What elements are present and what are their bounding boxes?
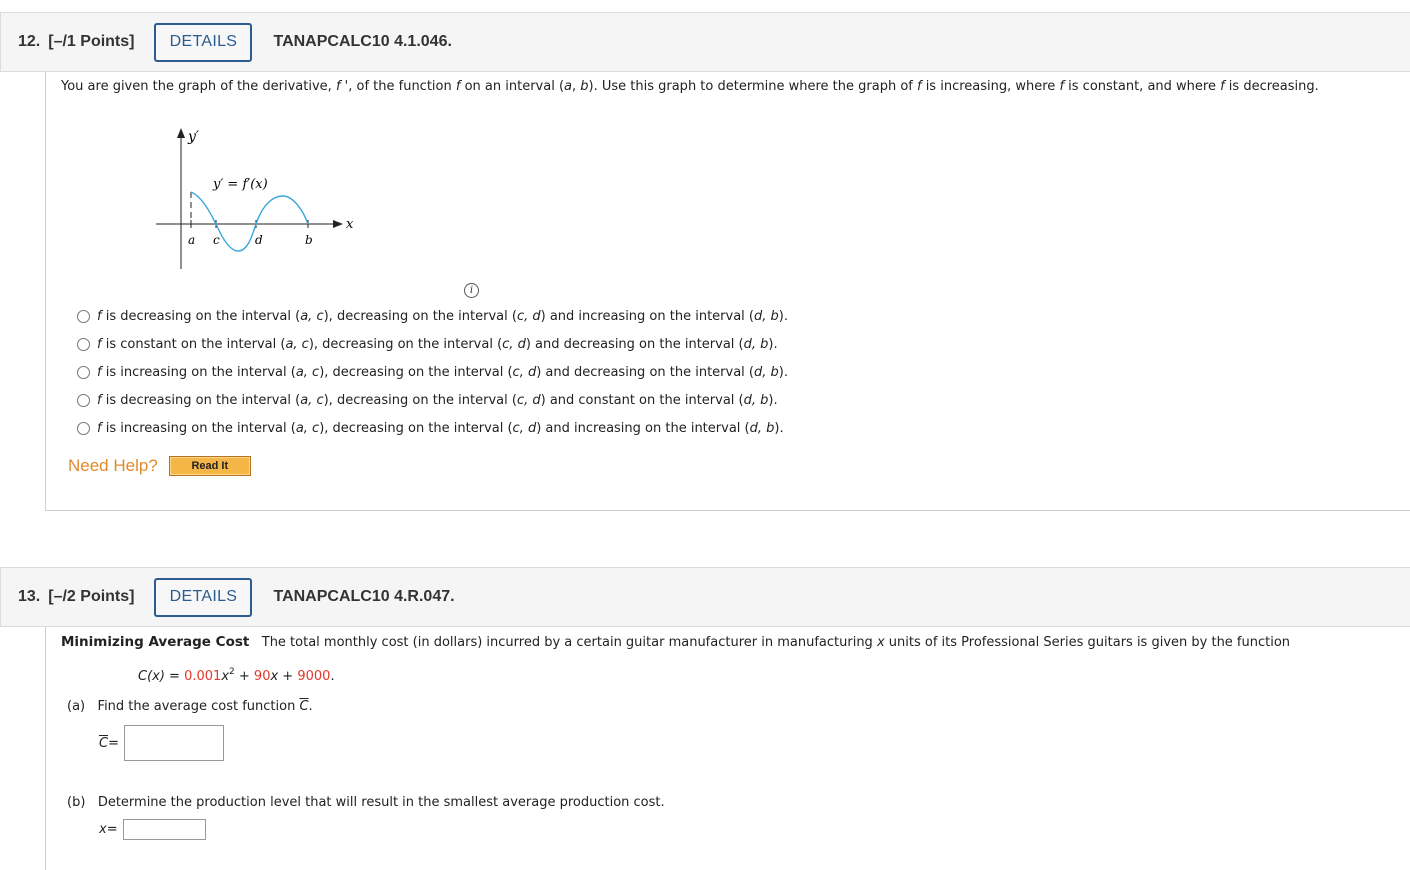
part-a-end: .	[308, 699, 313, 714]
prompt-x: x	[876, 635, 885, 650]
prompt-a: a	[564, 79, 572, 94]
option-3[interactable]	[77, 358, 788, 386]
tick-label-a: a	[188, 233, 196, 247]
c-bar-symbol: $\overline{C}$	[299, 699, 309, 714]
prompt-fprime: f '	[335, 79, 349, 94]
production-level-input[interactable]	[123, 819, 206, 840]
question-code: TANAPCALC10 4.R.047.	[273, 588, 455, 605]
prompt-text: The total monthly cost (in dollars) incurred by a certain guitar manufacturer in manufacturing	[261, 635, 877, 650]
curve-label: y′ = f′(x)	[213, 177, 268, 192]
average-cost-input[interactable]	[124, 725, 224, 761]
radio-button[interactable]	[77, 310, 90, 323]
question-number: 13.	[18, 588, 41, 605]
part-b-text: Determine the production level that will result in the smallest average production cost.	[97, 795, 665, 810]
equals-sign: =	[106, 822, 118, 837]
option-2[interactable]	[77, 330, 788, 358]
tick-label-c: c	[213, 233, 220, 247]
prompt-f: f	[1220, 79, 1225, 94]
need-help-label: Need Help?	[68, 456, 158, 475]
prompt-b: b	[580, 79, 589, 94]
radio-button[interactable]	[77, 394, 90, 407]
y-axis-label: y′	[188, 129, 200, 145]
info-icon[interactable]: i	[464, 283, 479, 298]
prompt-text: is constant, and where	[1064, 79, 1221, 94]
prompt-text: ). Use this graph to determine where the graph of	[588, 79, 917, 94]
prompt-text: units of its Professional Series guitars is given by the function	[884, 635, 1291, 650]
option-label: f is constant on the interval (a, c), decreasing on the interval (c, d) and decreasing on the interval (d, b).	[97, 336, 778, 352]
question-13-header	[0, 567, 1410, 627]
question-prompt	[61, 634, 1290, 650]
question-13-body	[45, 627, 1410, 870]
radio-button[interactable]	[77, 338, 90, 351]
question-number: 12.	[18, 33, 41, 50]
option-label: f is decreasing on the interval (a, c), decreasing on the interval (c, d) and increasing on the interval (d, b).	[97, 308, 788, 324]
prompt-f: f	[916, 79, 922, 94]
problem-title: Minimizing Average Cost	[61, 634, 250, 650]
tick-label-d: d	[255, 233, 263, 247]
prompt-text: is decreasing.	[1224, 79, 1319, 94]
x-axis-arrow-icon	[333, 220, 343, 228]
radio-button[interactable]	[77, 366, 90, 379]
option-1[interactable]	[77, 302, 788, 330]
prompt-f: f	[1059, 79, 1065, 94]
derivative-graph	[151, 124, 361, 274]
x-axis-label: x	[346, 217, 354, 232]
y-axis-arrow-icon	[177, 128, 185, 138]
part-b-answer-row	[99, 819, 206, 840]
prompt-f: f	[455, 79, 461, 94]
question-prompt	[61, 79, 1319, 94]
prompt-text: is increasing, where	[921, 79, 1060, 94]
need-help	[68, 456, 251, 476]
prompt-text: ,	[571, 79, 581, 94]
radio-button[interactable]	[77, 422, 90, 435]
part-a-text: Find the average cost function	[97, 699, 300, 714]
option-label: f is increasing on the interval (a, c), decreasing on the interval (c, d) and increasing on the interval (d, b).	[97, 420, 784, 436]
answer-options	[77, 302, 788, 442]
part-b-label: (b)	[67, 795, 86, 810]
question-points: [–/1 Points]	[48, 33, 135, 50]
answer-label: x	[99, 822, 107, 837]
answer-label: $\overline{C}$	[99, 735, 109, 751]
details-button[interactable]: DETAILS	[154, 578, 252, 617]
option-4[interactable]	[77, 386, 788, 414]
option-5[interactable]	[77, 414, 788, 442]
question-code: TANAPCALC10 4.1.046.	[273, 33, 452, 50]
part-a-label: (a)	[67, 699, 86, 714]
part-b-prompt	[67, 795, 665, 810]
derivative-curve	[191, 192, 308, 251]
question-points: [–/2 Points]	[48, 588, 135, 605]
prompt-text: You are given the graph of the derivative,	[61, 79, 336, 94]
option-label: f is decreasing on the interval (a, c), decreasing on the interval (c, d) and constant on the interval (d, b).	[97, 392, 778, 408]
prompt-text: on an interval (	[460, 79, 565, 94]
question-12-header	[0, 12, 1410, 72]
part-a-answer-row	[99, 725, 224, 761]
prompt-text: , of the function	[348, 79, 456, 94]
tick-label-b: b	[305, 233, 313, 247]
read-it-button[interactable]: Read It	[169, 456, 251, 476]
part-a-prompt	[67, 699, 313, 714]
question-12-body	[45, 72, 1410, 511]
cost-formula: $C(x) = 0.001x^2 + 90x + 9000$.	[138, 667, 335, 684]
details-button[interactable]: DETAILS	[154, 23, 252, 62]
option-label: f is increasing on the interval (a, c), decreasing on the interval (c, d) and decreasing on the interval (d, b).	[97, 364, 789, 380]
equals-sign: =	[108, 735, 119, 751]
